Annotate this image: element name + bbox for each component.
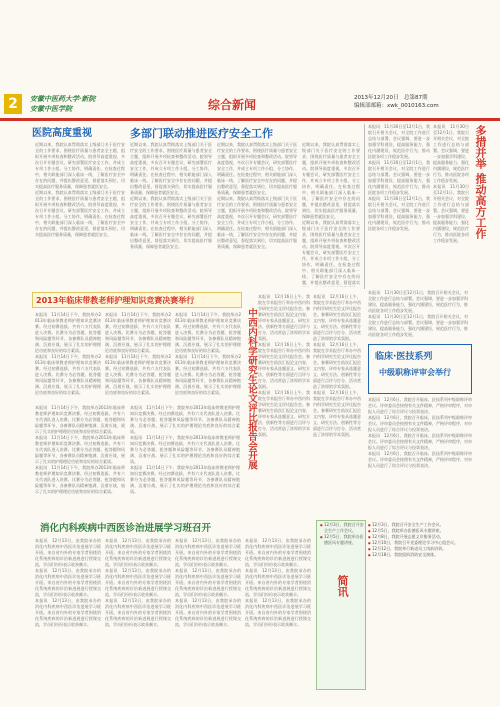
briefs-title: 简讯 (336, 575, 349, 597)
article3-col4: 本报讯 11月14日下午，我院举办2013年临床带教老师护理知识竞赛决赛。经过初赛选拔，共有六支代表队进入决赛。比赛分为必答题、抢答题和风险题等环节，各参赛队员精神饱满、沉着应战，展示了扎实的护理理论功底和良好的综合素质。 本报讯 11月14日下午，我院举办2013年临床带教老师护理知识竞赛决赛。经过初赛选拔，共有六支代表队进入决赛。比赛分为必答题、抢答题和风险题等环节，各参赛队员精神饱满、沉着应战，展示了扎实的护理理论功底和良好的综合素质。 本报讯 11月14日下午，我院举办2013年临床带教老师护理知识竞赛决赛。经过初赛选拔，共有六支代表队进入决赛。比赛分为必答题、抢答题和风险题等环节，各参赛队员精神饱满、沉着应战，展示了扎实的护理理论功底和良好的综合素质。 (35, 405, 125, 494)
article1-col3: 近期以来，我院认真贯彻落实上级部门关于医疗安全的工作要求，围绕医疗质量与患者安全主题，组织开展多项检查和整改活动。院领导高度重视，多次召开专题会议，研究部署医疗安全工作，并成立专项工作小组，分工协作，明确责任。在检查过程中，相关职能部门深入临床一线，了解医疗安全中存在的问题，并提出整改意见，督促落实到位，切实提高医疗服务质量，保障患者就医安全。 近期以来，我院认真贯彻落实上级部门关于医疗安全的工作要求，围绕医疗质量与患者安全主题，组织开展多项检查和整改活动。院领导高度重视，多次召开专题会议，研究部署医疗安全工作，并成立专项工作小组，分工协作，明确责任。在检查过程中，相关职能部门深入临床一线，了解医疗安全中存在的问题，并提出整改意见，督促落实到位，切实提高医疗服务质量，保障患者就医安全。 (217, 142, 297, 249)
article2-continuation: 本报讯 11月30日至12月1日，我院召开相关会议，对全院工作进行总结与部署。会议强调，要进一步加强学科建设，提高服务能力，强化内涵建设，规范医疗行为，推动医院各项工作稳步发展。 本报讯 11月30日至12月1日，我院召开相关会议，对全院工作进行总结与部署。会议强调，要进一步加强学科建设，提高服务能力，强化内涵建设，规范医疗行为，推动医院各项工作稳步发展。 (368, 290, 468, 337)
article5-title-box (368, 344, 472, 394)
section-title: 综合新闻 (208, 98, 257, 112)
brief-item: ● 12月3日，我院召开安全生产工作会议。 (320, 522, 364, 534)
article3-col3: 本报讯 11月14日下午，我院举办2013年临床带教老师护理知识竞赛决赛。经过初赛选拔，共有六支代表队进入决赛。比赛分为必答题、抢答题和风险题等环节，各参赛队员精神饱满、沉着应战，展示了扎实的护理理论功底和良好的综合素质。 本报讯 11月14日下午，我院举办2013年临床带教老师护理知识竞赛决赛。经过初赛选拔，共有六支代表队进入决赛。比赛分为必答题、抢答题和风险题等环节，各参赛队员精神饱满、沉着应战，展示了扎实的护理理论功底和良好的综合素质。 (175, 312, 241, 395)
brief-item: ● 12月3日，我院召开安全生产工作会议。 (368, 522, 472, 528)
article6-col2: 本报讯 12月13日，由我院承办的消化内科疾病中西医诊治进展学习班开班。来自省内外的专家学者围绕消化系统疾病的诊治新进展进行授课交流，学员们纷纷表示收获颇丰。 本报讯 12月13日，由我院承办的消化内科疾病中西医诊治进展学习班开班。来自省内外的专家学者围绕消化系统疾病的诊治新进展进行授课交流，学员们纷纷表示收获颇丰。 本报讯 12月13日，由我院承办的消化内科疾病中西医诊治进展学习班开班。来自省内外的专家学者围绕消化系统疾病的诊治新进展进行授课交流，学员们纷纷表示收获颇丰。 (105, 538, 171, 627)
briefs-list (368, 522, 472, 688)
briefs-list-left (320, 522, 364, 567)
page-number: 2 (4, 94, 22, 114)
article2-col2: 本报讯 11月30日至12月1日，我院召开相关会议，对全院工作进行总结与部署。会议强调，要进一步加强学科建设，提高服务能力，强化内涵建设，规范医疗行为，推动医院各项工作稳步发展。 本报讯 11月30日至12月1日，我院召开相关会议，对全院工作进行总结与部署。会议强调，要进一步加强学科建设，提高服务能力，强化内涵建设，规范医疗行为，推动医院各项工作稳步发展。 (433, 124, 469, 243)
paper-name-sub: 安徽中医学院 (30, 104, 72, 113)
article2-col1: 本报讯 11月30日至12月1日，我院召开相关会议，对全院工作进行总结与部署。会议强调，要进一步加强学科建设，提高服务能力，强化内涵建设，规范医疗行为，推动医院各项工作稳步发展。 本报讯 11月30日至12月1日，我院召开相关会议，对全院工作进行总结与部署。会议强调，要进一步加强学科建设，提高服务能力，强化内涵建设，规范医疗行为，推动医院各项工作稳步发展。 本报讯 11月30日至12月1日，我院召开相关会议，对全院工作进行总结与部署。会议强调，要进一步加强学科建设，提高服务能力，强化内涵建设，规范医疗行为，推动医院各项工作稳步发展。 (368, 124, 430, 231)
brief-item: ● 12月8日，我院开展志愿义诊服务活动。 (368, 534, 472, 540)
issue-date-number: 2013年12月20日 总第87期 (354, 95, 428, 101)
article6-title: 消化内科疾病中西医诊治进展学习班召开 (40, 523, 212, 534)
editorial-email: 编辑部邮箱：xwk_0010163.com (354, 103, 439, 109)
brief-item: ● 12月12日，我院举行新进员工岗前培训。 (368, 546, 472, 552)
column-divider (364, 124, 365, 289)
article1-col1: 近期以来，我院认真贯彻落实上级部门关于医疗安全的工作要求，围绕医疗质量与患者安全主题，组织开展多项检查和整改活动。院领导高度重视，多次召开专题会议，研究部署医疗安全工作，并成立专项工作小组，分工协作，明确责任。在检查过程中，相关职能部门深入临床一线，了解医疗安全中存在的问题，并提出整改意见，督促落实到位，切实提高医疗服务质量，保障患者就医安全。 近期以来，我院认真贯彻落实上级部门关于医疗安全的工作要求，围绕医疗质量与患者安全主题，组织开展多项检查和整改活动。院领导高度重视，多次召开专题会议，研究部署医疗安全工作，并成立专项工作小组，分工协作，明确责任。在检查过程中，相关职能部门深入临床一线，了解医疗安全中存在的问题，并提出整改意见，督促落实到位，切实提高医疗服务质量，保障患者就医安全。 (35, 142, 125, 237)
article6-col1: 本报讯 12月13日，由我院承办的消化内科疾病中西医诊治进展学习班开班。来自省内外的专家学者围绕消化系统疾病的诊治新进展进行授课交流，学员们纷纷表示收获颇丰。 本报讯 12月13日，由我院承办的消化内科疾病中西医诊治进展学习班开班。来自省内外的专家学者围绕消化系统疾病的诊治新进展进行授课交流，学员们纷纷表示收获颇丰。 本报讯 12月13日，由我院承办的消化内科疾病中西医诊治进展学习班开班。来自省内外的专家学者围绕消化系统疾病的诊治新进展进行授课交流，学员们纷纷表示收获颇丰。 (35, 538, 101, 627)
article3-col2: 本报讯 11月14日下午，我院举办2013年临床带教老师护理知识竞赛决赛。经过初赛选拔，共有六支代表队进入决赛。比赛分为必答题、抢答题和风险题等环节，各参赛队员精神饱满、沉着应战，展示了扎实的护理理论功底和良好的综合素质。 本报讯 11月14日下午，我院举办2013年临床带教老师护理知识竞赛决赛。经过初赛选拔，共有六支代表队进入决赛。比赛分为必答题、抢答题和风险题等环节，各参赛队员精神饱满、沉着应战，展示了扎实的护理理论功底和良好的综合素质。 (105, 312, 171, 395)
brief-item: ● 12月5日，我院举办医德医风专题讲座。 (368, 528, 472, 534)
article3-col5: 本报讯 11月14日下午，我院举办2013年临床带教老师护理知识竞赛决赛。经过初赛选拔，共有六支代表队进入决赛。比赛分为必答题、抢答题和风险题等环节，各参赛队员精神饱满、沉着应战，展示了扎实的护理理论功底和良好的综合素质。 本报讯 11月14日下午，我院举办2013年临床带教老师护理知识竞赛决赛。经过初赛选拔，共有六支代表队进入决赛。比赛分为必答题、抢答题和风险题等环节，各参赛队员精神饱满、沉着应战，展示了扎实的护理理论功底和良好的综合素质。 本报讯 11月14日下午，我院举办2013年临床带教老师护理知识竞赛决赛。经过初赛选拔，共有六支代表队进入决赛。比赛分为必答题、抢答题和风险题等环节，各参赛队员精神饱满、沉着应战，展示了扎实的护理理论功底和良好的综合素质。 (130, 405, 240, 494)
paper-name (30, 94, 180, 116)
masthead-rule (0, 118, 500, 121)
article6-col4: 本报讯 12月13日，由我院承办的消化内科疾病中西医诊治进展学习班开班。来自省内外的专家学者围绕消化系统疾病的诊治新进展进行授课交流，学员们纷纷表示收获颇丰。 本报讯 12月13日，由我院承办的消化内科疾病中西医诊治进展学习班开班。来自省内外的专家学者围绕消化系统疾病的诊治新进展进行授课交流，学员们纷纷表示收获颇丰。 本报讯 12月13日，由我院承办的消化内科疾病中西医诊治进展学习班开班。来自省内外的专家学者围绕消化系统疾病的诊治新进展进行授课交流，学员们纷纷表示收获颇丰。 (245, 538, 311, 627)
article3-title: 2013年临床带教老师护理知识竞赛决赛举行 (36, 296, 195, 305)
article2-title: 多措并举 推动高方工作 (474, 125, 487, 239)
article1-title-a: 医院高度重视 (32, 128, 92, 139)
brief-item: ● 12月10日，我院召开党委理论学习中心组会议。 (368, 540, 472, 546)
issue-info (354, 94, 439, 110)
article4-title: 中西内科学研究生论文评比报告会开展 (246, 308, 257, 470)
article1-title-b: 多部门联动推进医疗安全工作 (130, 127, 273, 140)
article6-col3: 本报讯 12月13日，由我院承办的消化内科疾病中西医诊治进展学习班开班。来自省内外的专家学者围绕消化系统疾病的诊治新进展进行授课交流，学员们纷纷表示收获颇丰。 本报讯 12月13日，由我院承办的消化内科疾病中西医诊治进展学习班开班。来自省内外的专家学者围绕消化系统疾病的诊治新进展进行授课交流，学员们纷纷表示收获颇丰。 本报讯 12月13日，由我院承办的消化内科疾病中西医诊治进展学习班开班。来自省内外的专家学者围绕消化系统疾病的诊治新进展进行授课交流，学员们纷纷表示收获颇丰。 (175, 538, 241, 627)
article1-col4: 近期以来，我院认真贯彻落实上级部门关于医疗安全的工作要求，围绕医疗质量与患者安全主题，组织开展多项检查和整改活动。院领导高度重视，多次召开专题会议，研究部署医疗安全工作，并成立专项工作小组，分工协作，明确责任。在检查过程中，相关职能部门深入临床一线，了解医疗安全中存在的问题，并提出整改意见，督促落实到位，切实提高医疗服务质量，保障患者就医安全。 近期以来，我院认真贯彻落实上级部门关于医疗安全的工作要求，围绕医疗质量与患者安全主题，组织开展多项检查和整改活动。院领导高度重视，多次召开专题会议，研究部署医疗安全工作，并成立专项工作小组，分工协作，明确责任。在检查过程中，相关职能部门深入临床一线，了解医疗安全中存在的问题，并提出整改意见，督促落实 (302, 142, 360, 285)
article1-col2: 近期以来，我院认真贯彻落实上级部门关于医疗安全的工作要求，围绕医疗质量与患者安全主题，组织开展多项检查和整改活动。院领导高度重视，多次召开专题会议，研究部署医疗安全工作，并成立专项工作小组，分工协作，明确责任。在检查过程中，相关职能部门深入临床一线，了解医疗安全中存在的问题，并提出整改意见，督促落实到位，切实提高医疗服务质量，保障患者就医安全。 近期以来，我院认真贯彻落实上级部门关于医疗安全的工作要求，围绕医疗质量与患者安全主题，组织开展多项检查和整改活动。院领导高度重视，多次召开专题会议，研究部署医疗安全工作，并成立专项工作小组，分工协作，明确责任。在检查过程中，相关职能部门深入临床一线，了解医疗安全中存在的问题，并提出整改意见，督促落实到位，切实提高医疗服务质量，保障患者就医安全。 (130, 142, 212, 249)
article4-col1: 本报讯 12月16日上午，我院在学术报告厅举办中西内科学研究生论文评比报告会。参赛研究生依次汇报论文内容，评审专家从选题意义、研究方法、创新性等方面进行点评与打分，活动营造了浓厚的学术氛围。 本报讯 12月16日上午，我院在学术报告厅举办中西内科学研究生论文评比报告会。参赛研究生依次汇报论文内容，评审专家从选题意义、研究方法、创新性等方面进行点评与打分，活动营造了浓厚的学术氛围。 本报讯 12月16日上午，我院在学术报告厅举办中西内科学研究生论文评比报告会。参赛研究生依次汇报论文内容，评审专家从选题意义、研究方法、创新性等方面进行点评与打分，活动营造了浓厚的学术氛围。 (258, 294, 310, 437)
paper-name-cn: 安徽中医药大学·新院 (30, 94, 96, 103)
article5-body: 本报讯 12月6日，我院召开临床、医技系列中级职称评审会议。评审委员会按照有关文件精神，严格评审程序，对申报人员进行了综合评议与投票表决。 本报讯 12月6日，我院召开临床、医技系列中级职称评审会议。评审委员会按照有关文件精神，严格评审程序，对申报人员进行了综合评议与投票表决。 本报讯 12月6日，我院召开临床、医技系列中级职称评审会议。评审委员会按照有关文件精神，严格评审程序，对申报人员进行了综合评议与投票表决。 本报讯 12月6日，我院召开临床、医技系列中级职称评审会议。评审委员会按照有关文件精神，严格评审程序，对申报人员进行了综合评议与投票表决。 (368, 397, 472, 468)
article3-col1: 本报讯 11月14日下午，我院举办2013年临床带教老师护理知识竞赛决赛。经过初赛选拔，共有六支代表队进入决赛。比赛分为必答题、抢答题和风险题等环节，各参赛队员精神饱满、沉着应战，展示了扎实的护理理论功底和良好的综合素质。 本报讯 11月14日下午，我院举办2013年临床带教老师护理知识竞赛决赛。经过初赛选拔，共有六支代表队进入决赛。比赛分为必答题、抢答题和风险题等环节，各参赛队员精神饱满、沉着应战，展示了扎实的护理理论功底和良好的综合素质。 (35, 312, 101, 395)
article5-subtitle: 中级职称评审会举行 (379, 368, 451, 377)
brief-item: ● 12月5日，我院举办医德医风专题讲座。 (320, 534, 364, 546)
article4-col2: 本报讯 12月16日上午，我院在学术报告厅举办中西内科学研究生论文评比报告会。参赛研究生依次汇报论文内容，评审专家从选题意义、研究方法、创新性等方面进行点评与打分，活动营造了浓厚的学术氛围。 本报讯 12月16日上午，我院在学术报告厅举办中西内科学研究生论文评比报告会。参赛研究生依次汇报论文内容，评审专家从选题意义、研究方法、创新性等方面进行点评与打分，活动营造了浓厚的学术氛围。 本报讯 12月16日上午，我院在学术报告厅举办中西内科学研究生论文评比报告会。参赛研究生依次汇报论文内容，评审专家从选题意义、研究方法、创新性等方面进行点评与打分，活动营造了浓厚的学术氛围。 (313, 294, 361, 437)
article5-title: 临床·医技系列 (375, 352, 433, 362)
brief-item: ● 12月18日，我院组织消防安全演练。 (368, 552, 472, 558)
masthead (0, 92, 500, 118)
